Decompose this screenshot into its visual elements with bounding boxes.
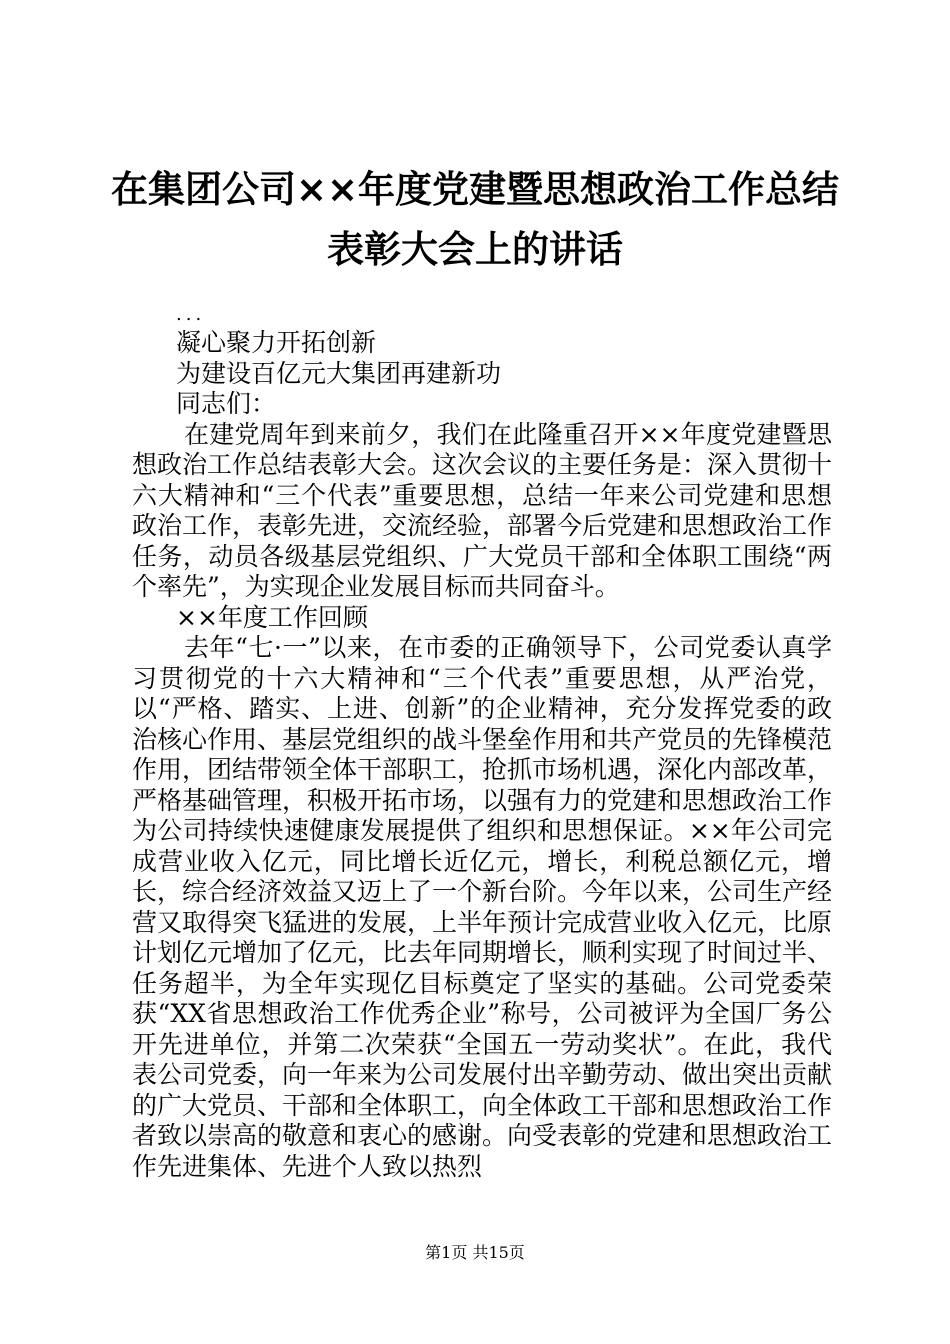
ellipsis-mark: ... <box>176 304 206 325</box>
paragraph-1: 在建党周年到来前夕，我们在此隆重召开××年度党建暨思想政治工作总结表彰大会。这次会议的主要任务是：深入贯彻十六大精神和“三个代表”重要思想，总结一年来公司党建和思想政治工作，表彰先进，交流经验，部署今后党建和思想政治工作任务，动员各级基层党组织、广大党员干部和全体职工围绕“两个率先”，为实现企业发展目标而共同奋斗。 <box>132 419 833 601</box>
subtitle-2: 为建设百亿元大集团再建新功 <box>176 358 502 388</box>
paragraph-2: 去年“七·一”以来，在市委的正确领导下，公司党委认真学习贯彻党的十六大精神和“三个代表”重要思想，从严治党，以“严格、踏实、上进、创新”的企业精神，充分发挥党委的政治核心作用、基层党组织的战斗堡垒作用和共产党员的先锋模范作用，团结带领全体干部职工，抢抓市场机遇，深化内部改革，严格基础管理，积极开拓市场，以强有力的党建和思想政治工作为公司持续快速健康发展提供了组织和思想保证。××年公司完成营业收入亿元，同比增长近亿元，增长，利税总额亿元，增长，综合经济效益又迈上了一个新台阶。今年以来，公司生产经营又取得突飞猛进的发展，上半年预计完成营业收入亿元，比原计划亿元增加了亿元，比去年同期增长，顺利实现了时间过半、任务超半，为全年实现亿目标奠定了坚实的基础。公司党委荣获“XX省思想政治工作优秀企业”称号，公司被评为全国厂务公开先进单位，并第二次荣获“全国五一劳动奖状”。在此，我代表公司党委，向一年来为公司发展付出辛勤劳动、做出突出贡献的广大党员、干部和全体职工，向全体政工干部和思想政治工作者致以崇高的敬意和衷心的感谢。向受表彰的党建和思想政治工作先进集体、先进个人致以热烈 <box>132 633 833 1181</box>
salutation: 同志们： <box>176 389 277 418</box>
page-number-footer: 第1页 共15页 <box>425 1243 525 1262</box>
document-title <box>60 160 890 280</box>
subtitle-1: 凝心聚力开拓创新 <box>176 328 377 357</box>
section-heading: ××年度工作回顾 <box>176 602 368 632</box>
title-line-2: 表彰大会上的讲话 <box>327 228 623 271</box>
document-body <box>132 300 832 1182</box>
title-line-1: 在集团公司××年度党建暨思想政治工作总结 <box>110 168 839 211</box>
